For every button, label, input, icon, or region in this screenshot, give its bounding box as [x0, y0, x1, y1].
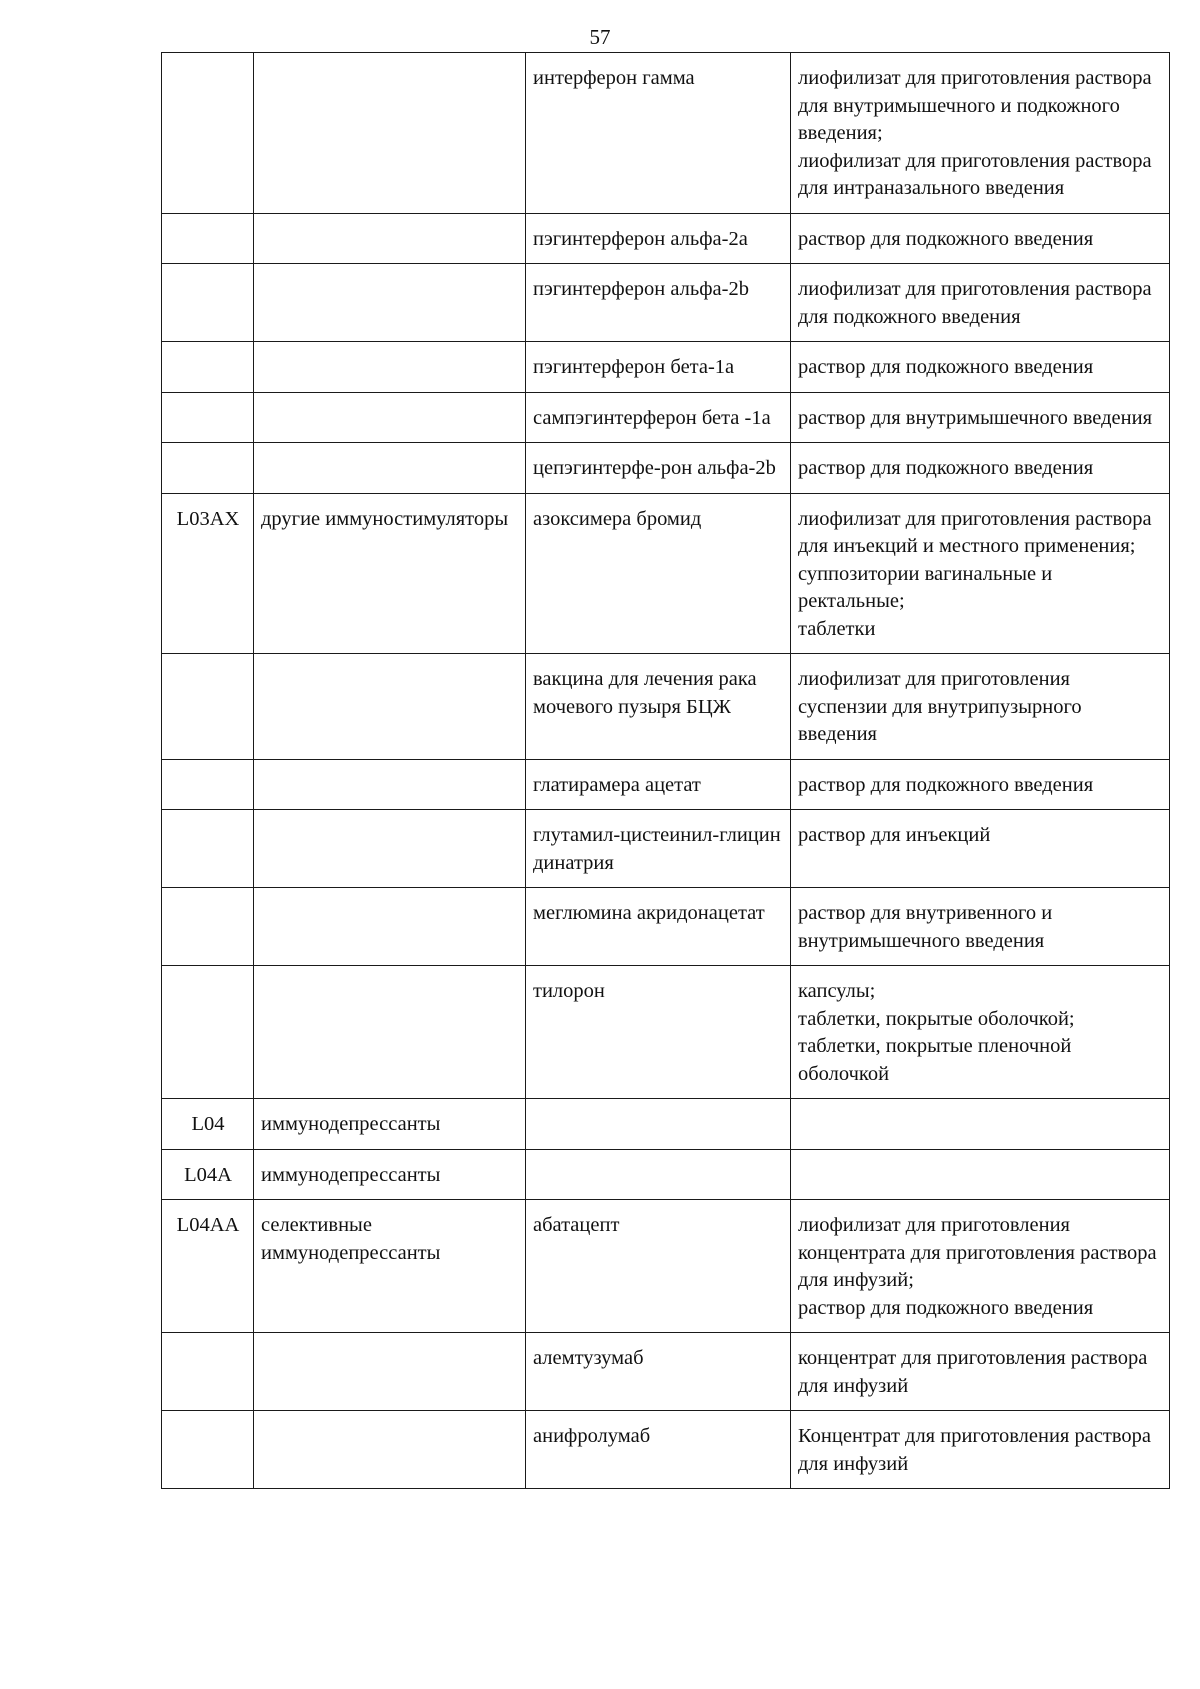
- atc-code-cell: [162, 759, 254, 810]
- dosage-form-cell: раствор для внутривенного и внутримышечного введения: [791, 888, 1170, 966]
- dosage-form-cell: раствор для подкожного введения: [791, 759, 1170, 810]
- table-row: [162, 1333, 1170, 1411]
- drug-name-cell: азоксимера бромид: [526, 493, 791, 654]
- group-name-cell: селективные иммунодепрессанты: [254, 1200, 526, 1333]
- drug-name-cell: пэгинтерферон альфа-2b: [526, 264, 791, 342]
- dosage-form-cell: концентрат для приготовления раствора для инфузий: [791, 1333, 1170, 1411]
- table-row: [162, 759, 1170, 810]
- dosage-form-cell: капсулы; таблетки, покрытые оболочкой; таблетки, покрытые пленочной оболочкой: [791, 966, 1170, 1099]
- table-row: [162, 53, 1170, 214]
- group-name-cell: [254, 888, 526, 966]
- atc-code-cell: [162, 392, 254, 443]
- dosage-form-cell: раствор для инъекций: [791, 810, 1170, 888]
- group-name-cell: иммунодепрессанты: [254, 1149, 526, 1200]
- dosage-form-cell: лиофилизат для приготовления раствора для внутримышечного и подкожного введения; лиофилизат для приготовления раствора для интраназального введения: [791, 53, 1170, 214]
- drug-name-cell: глутамил-цистеинил-глицин динатрия: [526, 810, 791, 888]
- atc-code-cell: L04A: [162, 1149, 254, 1200]
- dosage-form-cell: [791, 1099, 1170, 1150]
- table-row: [162, 493, 1170, 654]
- drug-name-cell: пэгинтерферон альфа-2а: [526, 213, 791, 264]
- drug-name-cell: абатацепт: [526, 1200, 791, 1333]
- drug-name-cell: цепэгинтерфе-рон альфа-2b: [526, 443, 791, 494]
- group-name-cell: другие иммуностимуляторы: [254, 493, 526, 654]
- drug-name-cell: интерферон гамма: [526, 53, 791, 214]
- page-number: 57: [589, 25, 611, 49]
- atc-code-cell: [162, 1411, 254, 1489]
- table-row: [162, 443, 1170, 494]
- dosage-form-cell: раствор для внутримышечного введения: [791, 392, 1170, 443]
- drug-name-cell: алемтузумаб: [526, 1333, 791, 1411]
- dosage-form-cell: раствор для подкожного введения: [791, 213, 1170, 264]
- atc-code-cell: [162, 443, 254, 494]
- atc-code-cell: [162, 264, 254, 342]
- atc-code-cell: [162, 810, 254, 888]
- table-row: [162, 1200, 1170, 1333]
- dosage-form-cell: раствор для подкожного введения: [791, 342, 1170, 393]
- group-name-cell: [254, 213, 526, 264]
- dosage-form-cell: Концентрат для приготовления раствора для инфузий: [791, 1411, 1170, 1489]
- drug-name-cell: анифролумаб: [526, 1411, 791, 1489]
- table-row: [162, 1149, 1170, 1200]
- dosage-form-cell: лиофилизат для приготовления раствора для инъекций и местного применения; суппозитории вагинальные и ректальные; таблетки: [791, 493, 1170, 654]
- group-name-cell: [254, 392, 526, 443]
- drug-name-cell: [526, 1149, 791, 1200]
- atc-code-cell: L03AX: [162, 493, 254, 654]
- dosage-form-cell: лиофилизат для приготовления концентрата для приготовления раствора для инфузий; раствор для подкожного введения: [791, 1200, 1170, 1333]
- drug-name-cell: меглюмина акридонацетат: [526, 888, 791, 966]
- table-row: [162, 264, 1170, 342]
- group-name-cell: [254, 1411, 526, 1489]
- dosage-form-cell: раствор для подкожного введения: [791, 443, 1170, 494]
- atc-code-cell: [162, 1333, 254, 1411]
- group-name-cell: [254, 654, 526, 760]
- group-name-cell: [254, 1333, 526, 1411]
- drug-table: [161, 52, 1170, 1489]
- table-row: [162, 1099, 1170, 1150]
- table-row: [162, 654, 1170, 760]
- atc-code-cell: [162, 888, 254, 966]
- group-name-cell: [254, 342, 526, 393]
- drug-name-cell: вакцина для лечения рака мочевого пузыря БЦЖ: [526, 654, 791, 760]
- table-row: [162, 1411, 1170, 1489]
- table-row: [162, 392, 1170, 443]
- group-name-cell: [254, 759, 526, 810]
- dosage-form-cell: [791, 1149, 1170, 1200]
- atc-code-cell: L04AA: [162, 1200, 254, 1333]
- drug-name-cell: тилорон: [526, 966, 791, 1099]
- group-name-cell: иммунодепрессанты: [254, 1099, 526, 1150]
- group-name-cell: [254, 443, 526, 494]
- dosage-form-cell: лиофилизат для приготовления раствора для подкожного введения: [791, 264, 1170, 342]
- drug-name-cell: пэгинтерферон бета-1а: [526, 342, 791, 393]
- drug-name-cell: [526, 1099, 791, 1150]
- atc-code-cell: [162, 53, 254, 214]
- atc-code-cell: [162, 966, 254, 1099]
- group-name-cell: [254, 966, 526, 1099]
- dosage-form-cell: лиофилизат для приготовления суспензии для внутрипузырного введения: [791, 654, 1170, 760]
- atc-code-cell: [162, 342, 254, 393]
- table-row: [162, 810, 1170, 888]
- table-row: [162, 966, 1170, 1099]
- table-row: [162, 213, 1170, 264]
- group-name-cell: [254, 53, 526, 214]
- atc-code-cell: [162, 213, 254, 264]
- drug-name-cell: сампэгинтерферон бета -1а: [526, 392, 791, 443]
- table-body: [162, 53, 1170, 1489]
- table-row: [162, 342, 1170, 393]
- group-name-cell: [254, 810, 526, 888]
- atc-code-cell: [162, 654, 254, 760]
- atc-code-cell: L04: [162, 1099, 254, 1150]
- drug-name-cell: глатирамера ацетат: [526, 759, 791, 810]
- table-row: [162, 888, 1170, 966]
- group-name-cell: [254, 264, 526, 342]
